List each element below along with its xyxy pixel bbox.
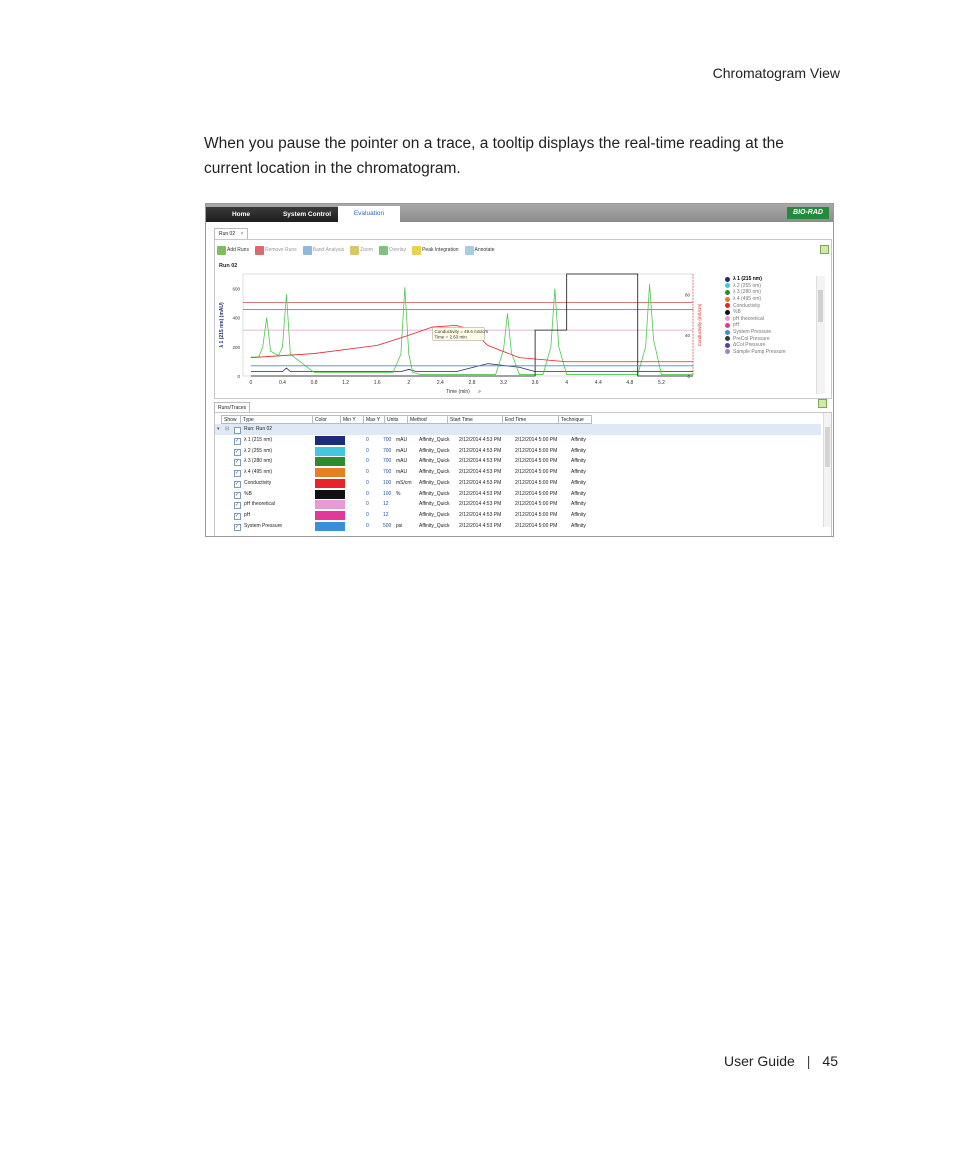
cell-units: mS/cm (396, 479, 412, 486)
chromatogram-chart[interactable] (215, 268, 725, 398)
col-color[interactable]: Color (313, 415, 341, 424)
runs-scroll-thumb[interactable] (825, 427, 830, 467)
legend-item[interactable] (725, 335, 815, 342)
color-swatch[interactable] (315, 447, 345, 456)
legend-label: λ 2 (255 nm) (733, 282, 762, 289)
cell-start-time: 2/12/2014 4:53 PM (459, 511, 502, 518)
cell-start-time: 2/12/2014 4:53 PM (459, 437, 502, 443)
runs-table-header (221, 415, 592, 424)
cell-start-time: 2/12/2014 4:53 PM (459, 447, 502, 454)
cell-method: Affinity_Quick (419, 469, 450, 476)
color-swatch[interactable] (315, 511, 345, 520)
runs-scrollbar[interactable] (823, 413, 831, 527)
legend-item[interactable] (725, 342, 815, 349)
chromatogram-panel (214, 239, 832, 399)
cell-max-y: 12 (383, 511, 389, 518)
legend-scroll-thumb[interactable] (818, 290, 823, 322)
cell-min-y: 0 (366, 522, 369, 529)
x-tick-label: 3.2 (500, 380, 508, 386)
x-tick-label: 0.4 (278, 380, 286, 386)
cell-min-y: 0 (366, 447, 369, 454)
add-runs-button[interactable]: Add Runs (217, 246, 249, 255)
table-row[interactable] (215, 446, 821, 457)
cell-max-y: 700 (383, 469, 392, 476)
y2-tick-label: 80 (684, 292, 690, 298)
cell-units: psi (396, 522, 403, 529)
run-show-checkbox[interactable] (234, 427, 241, 434)
legend-item[interactable] (725, 302, 815, 309)
x-tick-label: 2.8 (468, 380, 476, 386)
legend-label: λ 4 (495 nm) (733, 296, 762, 303)
intro-paragraph: When you pause the pointer on a trace, a tooltip displays the real-time reading at the current location in the chromatogram. (204, 135, 784, 177)
annotate-icon (465, 246, 474, 255)
table-row[interactable] (215, 435, 821, 446)
cell-technique: Affinity (571, 511, 586, 518)
cell-end-time: 2/12/2014 5:00 PM (515, 469, 558, 476)
legend-item[interactable] (725, 329, 815, 336)
legend-color-dot (725, 330, 730, 335)
cell-method: Affinity_Quick (419, 437, 450, 443)
legend-color-dot (725, 283, 730, 288)
cell-method: Affinity_Quick (419, 511, 450, 518)
legend-color-dot (725, 343, 730, 348)
chart-legend (725, 276, 815, 394)
legend-item[interactable] (725, 296, 815, 303)
cell-max-y: 100 (383, 490, 392, 497)
x-axis-label: Time (min) (446, 389, 470, 395)
run-row-icon: ⊟ (225, 426, 230, 432)
x-tick-label: 1.6 (373, 380, 381, 386)
cell-min-y: 0 (366, 458, 369, 465)
table-row[interactable] (215, 521, 821, 532)
color-swatch[interactable] (315, 468, 345, 477)
add-runs-icon (217, 246, 226, 255)
chevron-right-icon: » (478, 389, 481, 395)
cell-end-time: 2/12/2014 5:00 PM (515, 522, 558, 529)
cell-technique: Affinity (571, 437, 586, 443)
chart-run-label: Run 02 (219, 263, 238, 269)
cell-technique: Affinity (571, 501, 586, 508)
cell-end-time: 2/12/2014 5:00 PM (515, 511, 558, 518)
show-checkbox[interactable]: ✓ (235, 470, 240, 477)
cell-min-y: 0 (366, 469, 369, 476)
col-type[interactable]: Type (241, 415, 313, 424)
cell-start-time: 2/12/2014 4:53 PM (459, 522, 502, 529)
legend-label: λ 1 (215 nm) (733, 276, 762, 283)
tab-evaluation[interactable]: Evaluation (338, 206, 400, 222)
table-row[interactable] (215, 467, 821, 478)
show-checkbox[interactable]: ✓ (235, 480, 240, 487)
cell-trace-type: λ 1 (215 nm) (244, 437, 273, 443)
cell-end-time: 2/12/2014 5:00 PM (515, 447, 558, 454)
cell-start-time: 2/12/2014 4:53 PM (459, 490, 502, 497)
cell-method: Affinity_Quick (419, 490, 450, 497)
expand-icon[interactable] (820, 245, 829, 254)
cell-method: Affinity_Quick (419, 458, 450, 465)
col-start-time[interactable]: Start Time (448, 415, 503, 424)
legend-color-dot (725, 349, 730, 354)
collapse-icon[interactable]: ▾ (217, 426, 220, 432)
cell-method: Affinity_Quick (419, 501, 450, 508)
run-group-row[interactable] (215, 424, 821, 435)
cell-trace-type: λ 4 (495 nm) (244, 469, 273, 476)
cell-trace-type: pH theoretical (244, 501, 275, 508)
tooltip-line: Conductivity = 49.6 mS/cm (434, 328, 489, 334)
y-tick-label: 600 (232, 286, 240, 292)
cell-method: Affinity_Quick (419, 479, 450, 486)
zoom-button[interactable]: Zoom (350, 246, 373, 255)
cell-trace-type: System Pressure (244, 522, 283, 529)
legend-color-dot (725, 336, 730, 341)
show-checkbox[interactable]: ✓ (235, 459, 240, 466)
cell-units: % (396, 490, 401, 497)
legend-item[interactable] (725, 322, 815, 329)
cell-units: mAU (396, 458, 408, 465)
legend-label: pH theoretical (733, 315, 764, 322)
peak-integration-icon (412, 246, 421, 255)
cell-technique: Affinity (571, 522, 586, 529)
y2-axis-label: Conductivity (mS/cm) (697, 303, 702, 347)
legend-item[interactable] (725, 349, 815, 356)
show-checkbox[interactable]: ✓ (235, 502, 240, 509)
show-checkbox[interactable]: ✓ (235, 523, 240, 530)
band-analysis-icon (303, 246, 312, 255)
legend-label: Sample Pump Pressure (733, 348, 786, 355)
col-end-time[interactable]: End Time (503, 415, 559, 424)
page-number: 45 (822, 1053, 838, 1069)
legend-item[interactable] (725, 316, 815, 323)
legend-label: PreCol Pressure (733, 335, 770, 342)
cell-trace-type: λ 2 (255 nm) (244, 447, 273, 454)
cell-technique: Affinity (571, 479, 586, 486)
table-row[interactable] (215, 478, 821, 489)
tooltip-line: Time = 2.63 min (434, 334, 467, 340)
cell-min-y: 0 (366, 479, 369, 486)
legend-color-dot (725, 297, 730, 302)
legend-color-dot (725, 277, 730, 282)
overlay-button[interactable]: Overlay (379, 246, 406, 255)
page-footer (724, 1053, 838, 1069)
remove-runs-button[interactable]: Remove Runs (255, 246, 297, 255)
cell-trace-type: λ 3 (280 nm) (244, 458, 273, 465)
legend-label: System Pressure (733, 329, 772, 336)
x-tick-label: 0 (249, 380, 253, 386)
cell-method: Affinity_Quick (419, 522, 450, 529)
top-tab-bar (206, 204, 833, 222)
col-technique[interactable]: Technique (559, 415, 592, 424)
bio-rad-logo: BIO-RAD (787, 207, 829, 219)
cell-technique: Affinity (571, 447, 586, 454)
x-tick-label: 0.8 (310, 380, 318, 386)
cell-min-y: 0 (366, 437, 369, 443)
legend-item[interactable] (725, 283, 815, 290)
y2-tick-label: 40 (684, 333, 690, 339)
cell-end-time: 2/12/2014 5:00 PM (515, 479, 558, 486)
y-tick-label: 200 (232, 344, 240, 350)
close-icon[interactable]: × (240, 231, 244, 237)
cell-max-y: 700 (383, 447, 392, 454)
x-tick-label: 5.2 (657, 380, 665, 386)
legend-item[interactable] (725, 289, 815, 296)
cell-end-time: 2/12/2014 5:00 PM (515, 458, 558, 465)
cell-min-y: 0 (366, 501, 369, 508)
table-row[interactable] (215, 499, 821, 510)
y-tick-label: 400 (232, 315, 240, 321)
remove-runs-icon (255, 246, 264, 255)
y-tick-label: 0 (237, 374, 240, 379)
legend-color-dot (725, 316, 730, 321)
cell-max-y: 500 (383, 522, 392, 529)
cell-units: mAU (396, 447, 408, 454)
peak-integration-button[interactable]: Peak Integration (412, 246, 458, 255)
y-axis-label: λ 1 (215 nm) (mAU) (219, 302, 225, 348)
legend-label: pH (733, 322, 740, 329)
color-swatch[interactable] (315, 500, 345, 509)
tab-home[interactable]: Home (206, 207, 276, 222)
runs-traces-tab[interactable]: Runs/Traces (214, 402, 250, 413)
show-checkbox[interactable]: ✓ (235, 438, 240, 444)
evaluation-toolbar (217, 244, 495, 256)
plot-area (243, 274, 693, 376)
runs-traces-panel (214, 412, 832, 537)
legend-color-dot (725, 290, 730, 295)
cell-end-time: 2/12/2014 5:00 PM (515, 501, 558, 508)
x-tick-label: 4 (565, 380, 569, 386)
y2-tick-label: 0 (687, 374, 690, 379)
color-swatch[interactable] (315, 457, 345, 466)
footer-guide: User Guide (723, 1053, 795, 1069)
cell-min-y: 0 (366, 490, 369, 497)
app-screenshot (205, 203, 834, 537)
show-checkbox[interactable]: ✓ (235, 512, 240, 519)
table-row[interactable] (215, 510, 821, 521)
footer-separator: | (806, 1053, 811, 1069)
cell-max-y: 100 (383, 479, 392, 486)
x-tick-label: 2 (407, 380, 411, 386)
tab-system-control[interactable]: System Control (276, 207, 338, 222)
cell-max-y: 12 (383, 501, 389, 508)
run-row-label: Run: Run 02 (244, 426, 273, 432)
overlay-icon (379, 246, 388, 255)
table-row[interactable] (215, 489, 821, 500)
legend-color-dot (725, 303, 730, 308)
color-swatch[interactable] (315, 522, 345, 531)
legend-label: λ 3 (280 nm) (733, 289, 762, 296)
col-units[interactable]: Units (385, 415, 408, 424)
cell-trace-type: Conductivity (244, 479, 272, 486)
cell-start-time: 2/12/2014 4:53 PM (459, 458, 502, 465)
col-max-y[interactable]: Max Y (364, 415, 385, 424)
color-swatch[interactable] (315, 490, 345, 499)
cell-start-time: 2/12/2014 4:53 PM (459, 501, 502, 508)
x-tick-label: 2.4 (436, 380, 444, 386)
table-row[interactable] (215, 456, 821, 467)
legend-scrollbar[interactable] (816, 276, 825, 394)
annotate-button[interactable]: Annotate (465, 246, 495, 255)
cell-technique: Affinity (571, 458, 586, 465)
cell-trace-type: %B (244, 490, 252, 497)
x-tick-label: 1.2 (342, 380, 350, 386)
cell-technique: Affinity (571, 490, 586, 497)
legend-color-dot (725, 323, 730, 328)
running-header: Chromatogram View (712, 65, 840, 81)
cell-method: Affinity_Quick (419, 447, 450, 454)
legend-color-dot (725, 310, 730, 315)
col-show[interactable]: Show (221, 415, 241, 424)
legend-label: Conductivity (733, 302, 761, 309)
cell-units: mAU (396, 437, 408, 443)
cell-units: mAU (396, 469, 408, 476)
show-checkbox[interactable]: ✓ (235, 448, 240, 455)
cell-start-time: 2/12/2014 4:53 PM (459, 479, 502, 486)
cell-end-time: 2/12/2014 5:00 PM (515, 437, 558, 443)
col-min-y[interactable]: Min Y (341, 415, 364, 424)
x-tick-label: 4.4 (594, 380, 602, 386)
band-analysis-button[interactable]: Band Analysis (303, 246, 344, 255)
cell-min-y: 0 (366, 511, 369, 518)
cell-start-time: 2/12/2014 4:53 PM (459, 469, 502, 476)
cell-max-y: 700 (383, 458, 392, 465)
cell-max-y: 700 (383, 437, 392, 443)
run-document-tab-label: Run 02 (219, 231, 236, 237)
legend-item[interactable] (725, 309, 815, 316)
legend-label: ΔCol Pressure (733, 342, 766, 349)
zoom-icon (350, 246, 359, 255)
legend-label: %B (733, 309, 741, 316)
x-tick-label: 4.8 (626, 380, 634, 386)
col-method[interactable]: Method (408, 415, 448, 424)
cell-technique: Affinity (571, 469, 586, 476)
cell-trace-type: pH (244, 511, 251, 518)
color-swatch[interactable] (315, 479, 345, 488)
cell-end-time: 2/12/2014 5:00 PM (515, 490, 558, 497)
expand-icon[interactable] (818, 399, 827, 408)
x-tick-label: 3.6 (531, 380, 539, 386)
show-checkbox[interactable]: ✓ (235, 491, 240, 498)
legend-item[interactable] (725, 276, 815, 283)
color-swatch[interactable] (315, 436, 345, 445)
